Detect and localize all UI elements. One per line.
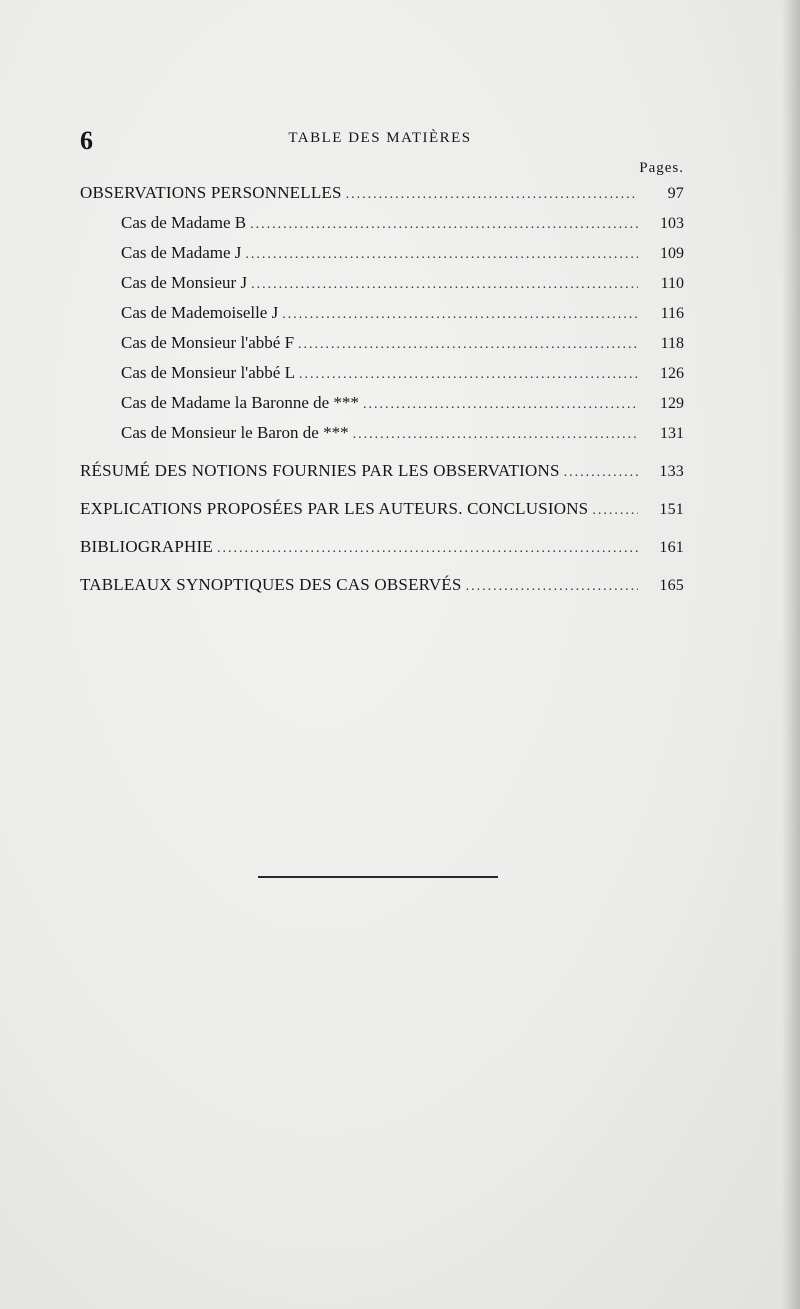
toc-entry-page: 110 [660, 275, 684, 292]
toc-entry-page: 133 [659, 463, 684, 480]
dot-leader [466, 572, 638, 602]
toc-entry-label: Cas de Madame la Baronne de *** [121, 393, 359, 412]
dot-leader [217, 534, 638, 564]
dot-leader [363, 390, 638, 420]
toc-entry-label: Cas de Monsieur l'abbé L [121, 363, 295, 382]
dot-leader [282, 300, 638, 330]
dot-leader [346, 180, 638, 210]
toc-entry-page: 97 [667, 185, 684, 202]
toc-entry-page: 129 [660, 395, 684, 412]
toc-entry-madame-j [80, 238, 684, 268]
dot-leader [353, 420, 638, 450]
toc-entry-page: 118 [660, 335, 684, 352]
toc-entry-abbe-l [80, 358, 684, 388]
toc-entry-bibliographie [80, 532, 684, 562]
pages-column-label: Pages. [639, 160, 684, 176]
dot-leader [592, 496, 638, 526]
toc-entry-baron [80, 418, 684, 448]
dot-leader [250, 210, 638, 240]
toc-entry-abbe-f [80, 328, 684, 358]
toc-entry-label: Cas de Monsieur l'abbé F [121, 333, 295, 352]
toc-entry-page: 103 [660, 215, 684, 232]
toc-entry-tableaux [80, 570, 684, 600]
toc-entry-page: 131 [660, 425, 684, 442]
toc-entry-label: EXPLICATIONS PROPOSÉES PAR LES AUTEURS. CONCLUSIONS [80, 499, 589, 518]
dot-leader [298, 330, 638, 360]
toc-entry-madame-b [80, 208, 684, 238]
toc-entry-label: Cas de Mademoiselle J [121, 303, 279, 322]
end-rule [258, 876, 498, 878]
table-of-contents [80, 178, 684, 600]
toc-entry-monsieur-j [80, 268, 684, 298]
dot-leader [299, 360, 638, 390]
toc-entry-baronne [80, 388, 684, 418]
running-header [80, 124, 680, 164]
toc-entry-label: TABLEAUX SYNOPTIQUES DES CAS OBSERVÉS [80, 575, 462, 594]
dot-leader [245, 240, 638, 270]
toc-entry-resume [80, 456, 684, 486]
toc-entry-page: 161 [659, 539, 684, 556]
toc-entry-page: 116 [660, 305, 684, 322]
toc-entry-page: 151 [659, 501, 684, 518]
toc-entry-explications [80, 494, 684, 524]
running-title: TABLE DES MATIÈRES [288, 130, 472, 146]
dot-leader [564, 458, 638, 488]
dot-leader [251, 270, 638, 300]
toc-entry-label: Cas de Madame B [121, 213, 247, 232]
toc-entry-label: BIBLIOGRAPHIE [80, 537, 213, 556]
toc-entry-observations [80, 178, 684, 208]
toc-entry-label: Cas de Monsieur le Baron de *** [121, 423, 349, 442]
toc-entry-page: 109 [660, 245, 684, 262]
toc-entry-label: Cas de Madame J [121, 243, 242, 262]
toc-entry-label: Cas de Monsieur J [121, 273, 248, 292]
toc-entry-mademoiselle-j [80, 298, 684, 328]
page-number: 6 [80, 126, 93, 155]
toc-entry-label: OBSERVATIONS PERSONNELLES [80, 183, 342, 202]
toc-entry-page: 126 [660, 365, 684, 382]
toc-entry-label: RÉSUMÉ DES NOTIONS FOURNIES PAR LES OBSERVATIONS [80, 461, 560, 480]
page-edge-shadow [782, 0, 800, 1309]
toc-entry-page: 165 [659, 577, 684, 594]
